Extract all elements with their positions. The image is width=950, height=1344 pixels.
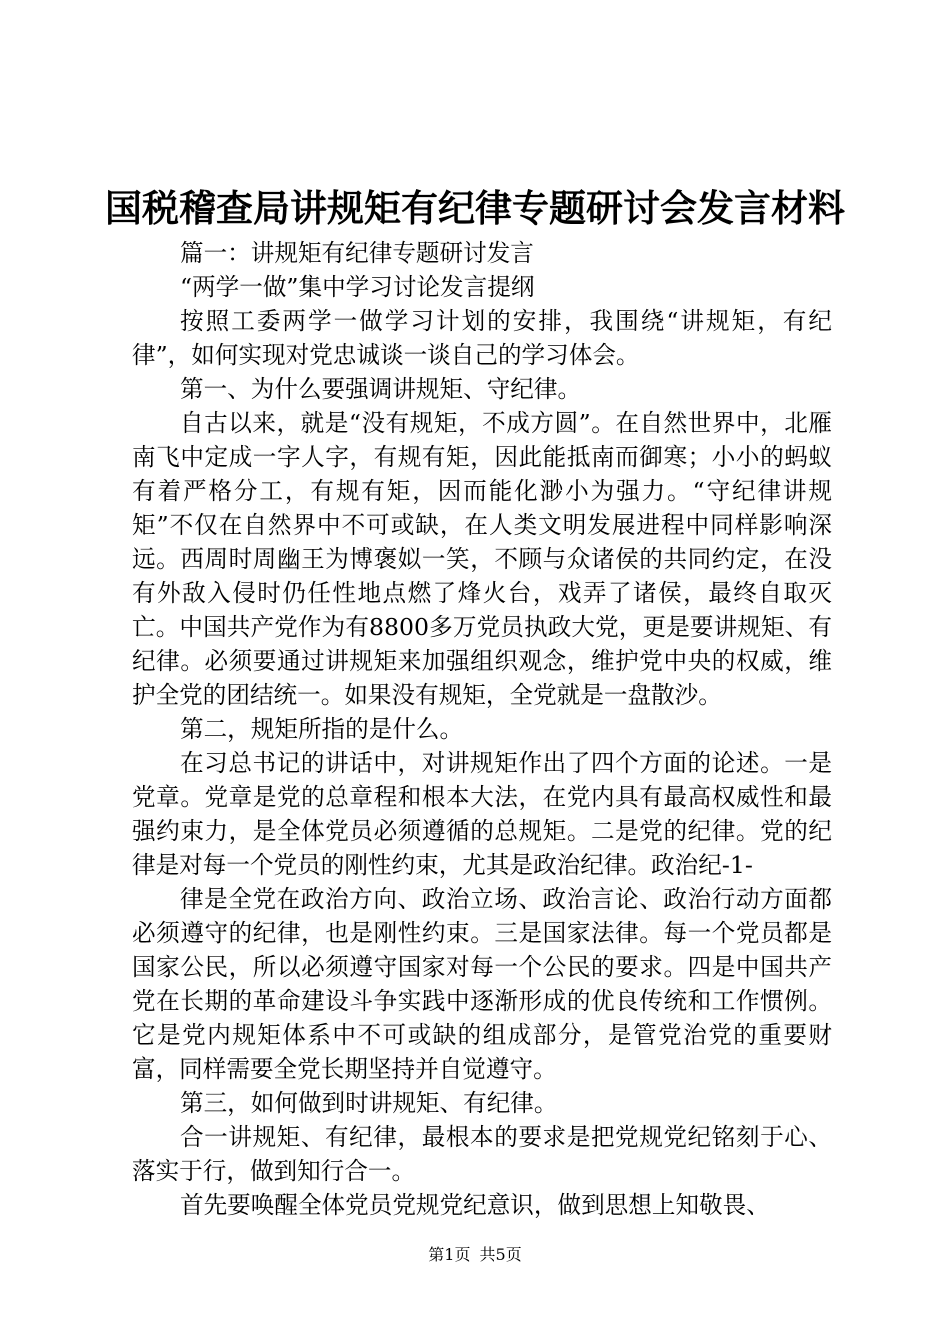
paragraph: 第二，规矩所指的是什么。 [180,715,464,743]
page-number: 第1页 [428,1245,471,1264]
paragraph: “两学一做”集中学习讨论发言提纲 [180,273,535,301]
page-footer [0,1245,950,1265]
paragraph: 第三，如何做到时讲规矩、有纪律。 [180,1089,558,1117]
paragraph: 篇一：讲规矩有纪律专题研讨发言 [180,239,534,267]
paragraph: 按照工委两学一做学习计划的安排，我围绕“讲规矩，有纪律”，如何实现对党忠诚谈一谈自己的学习体会。 [132,307,832,369]
page-total: 共5页 [479,1245,522,1264]
paragraph: 自古以来，就是“没有规矩，不成方圆”。在自然世界中，北雁南飞中定成一字人字，有规有矩，因此能抵南而御寒；小小的蚂蚁有着严格分工，有规有矩，因而能化渺小为强力。“守纪律讲规矩”不仅在自然界中不可或缺，在人类文明发展进程中同样影响深远。西周时周幽王为博褒姒一笑，不顾与众诸侯的共同约定，在没有外敌入侵时仍任性地点燃了烽火台，戏弄了诸侯，最终自取灭亡。中国共产党作为有8800多万党员执政大党，更是要讲规矩、有纪律。必须要通过讲规矩来加强组织观念，维护党中央的权威，维护全党的团结统一。如果没有规矩，全党就是一盘散沙。 [132,409,832,709]
paragraph: 合一讲规矩、有纪律，最根本的要求是把党规党纪铭刻于心、落实于行，做到知行合一。 [132,1123,832,1185]
paragraph: 首先要唤醒全体党员党规党纪意识，做到思想上知敬畏、 [180,1191,770,1219]
paragraph: 律是全党在政治方向、政治立场、政治言论、政治行动方面都必须遵守的纪律，也是刚性约束。三是国家法律。每一个党员都是国家公民，所以必须遵守国家对每一个公民的要求。四是中国共产党在长期的革命建设斗争实践中逐渐形成的优良传统和工作惯例。它是党内规矩体系中不可或缺的组成部分，是管党治党的重要财富，同样需要全党长期坚持并自觉遵守。 [132,885,832,1083]
document-body [132,236,832,1222]
paragraph: 在习总书记的讲话中，对讲规矩作出了四个方面的论述。一是党章。党章是党的总章程和根本大法，在党内具有最高权威性和最强约束力，是全体党员必须遵循的总规矩。二是党的纪律。党的纪律是对每一个党员的刚性约束，尤其是政治纪律。政治纪-1- [132,749,832,879]
paragraph: 第一、为什么要强调讲规矩、守纪律。 [180,375,582,403]
document-title: 国税稽查局讲规矩有纪律专题研讨会发言材料 [105,187,845,230]
